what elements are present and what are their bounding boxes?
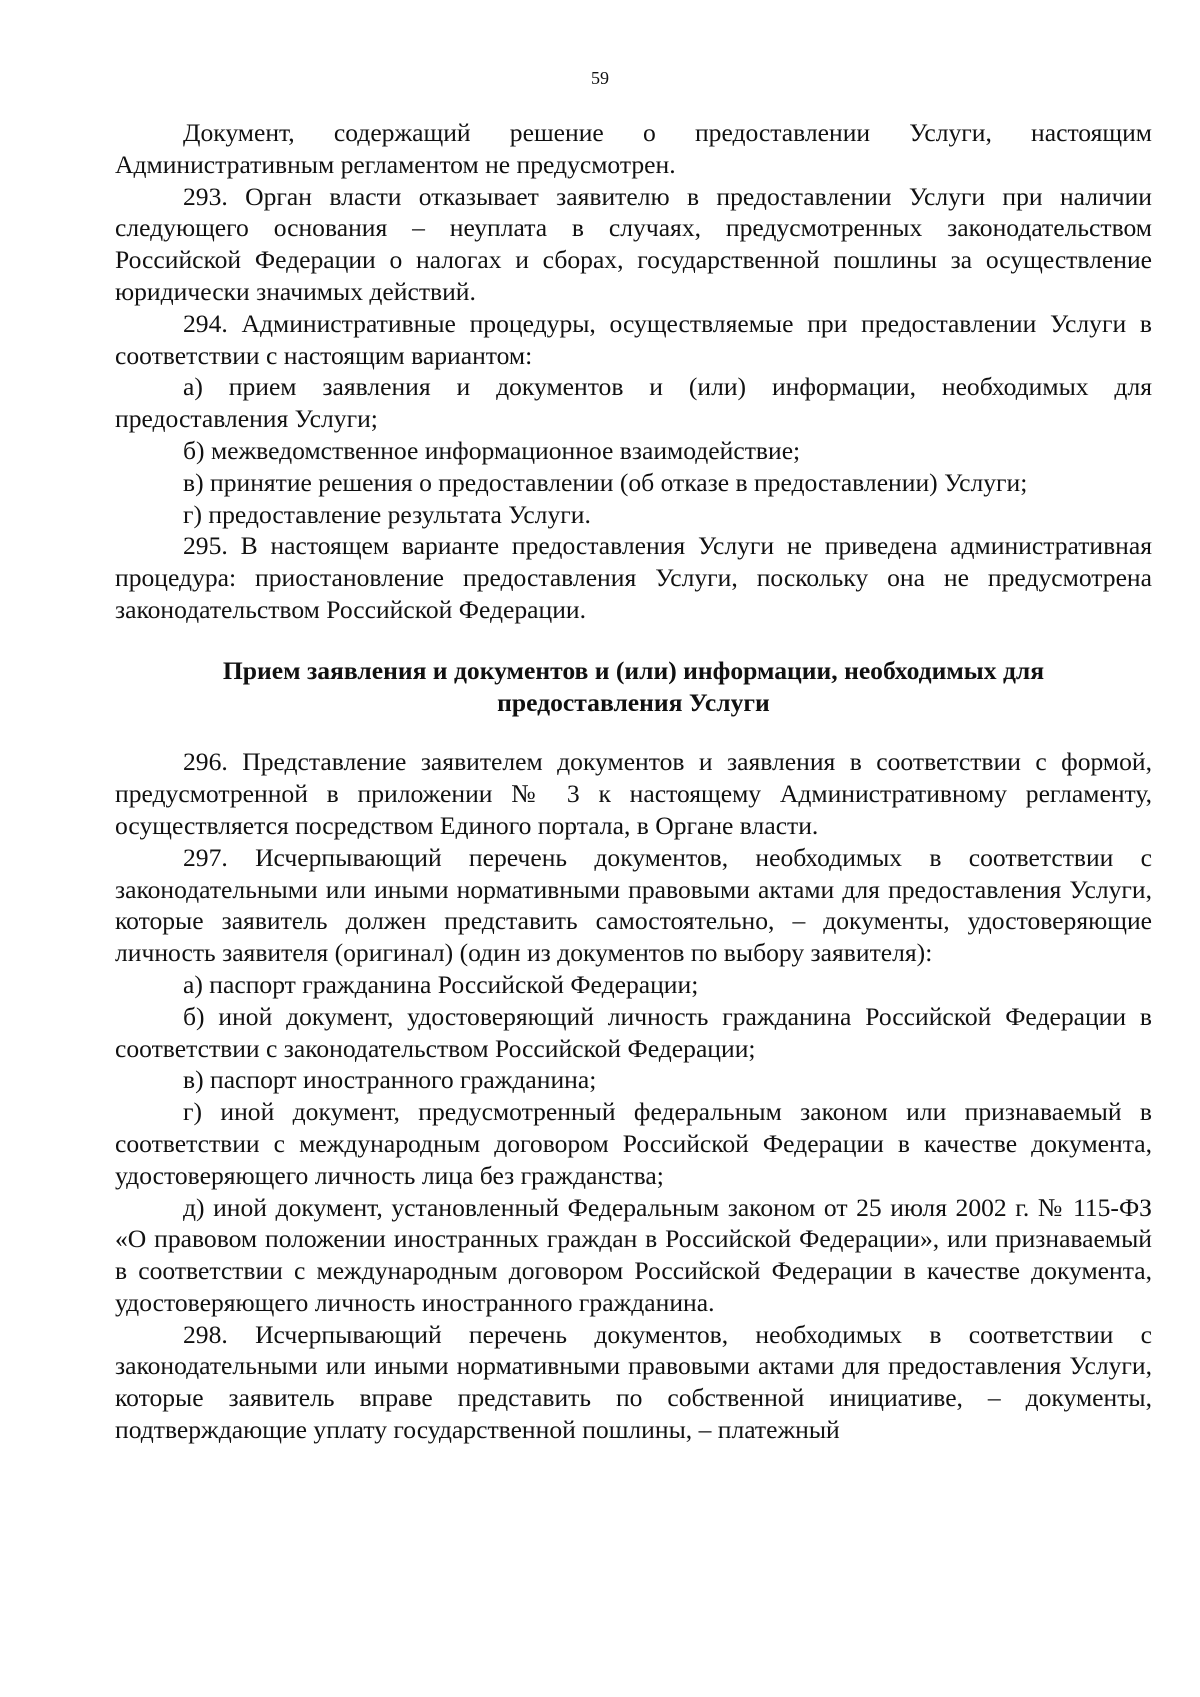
list-item: г) иной документ, предусмотренный федеральным законом или признаваемый в соответствии с международным договором Российской Федерации в качестве документа, удостоверяющего личность лица без гражданства; <box>115 1097 1152 1190</box>
paragraph: 298. Исчерпывающий перечень документов, необходимых в соответствии с законодательными или иными нормативными правовыми актами для предоставления Услуги, которые заявитель вправе представить по собственной инициативе, – документы, подтверждающие уплату государственной пошлины, – платежный <box>115 1319 1152 1445</box>
list-item: б) иной документ, удостоверяющий личность гражданина Российской Федерации в соответствии с законодательством Российской Федерации; <box>115 1001 1152 1063</box>
paragraph: 295. В настоящем варианте предоставления Услуги не приведена административная процедура: приостановление предоставления Услуги, поскольку она не предусмотрена законодательством Российской Федерации. <box>115 531 1152 624</box>
paragraph: Документ, содержащий решение о предоставлении Услуги, настоящим Административным регламентом не предусмотрен. <box>115 118 1152 179</box>
paragraph: 294. Административные процедуры, осуществляемые при предоставлении Услуги в соответствии с настоящим вариантом: <box>115 308 1152 370</box>
list-item: г) предоставление результата Услуги. <box>183 499 591 529</box>
paragraph: 296. Представление заявителем документов и заявления в соответствии с формой, предусмотренной в приложении № 3 к настоящему Административному регламенту, осуществляется посредством Единого портала, в Органе власти. <box>115 747 1152 840</box>
paragraph: 293. Орган власти отказывает заявителю в предоставлении Услуги при наличии следующего основания – неуплата в случаях, предусмотренных законодательством Российской Федерации о налогах и сборах, государственной пошлины за осуществление юридически значимых действий. <box>115 181 1152 306</box>
page-number: 59 <box>591 68 609 88</box>
document-body <box>115 117 1152 1446</box>
list-item: в) принятие решения о предоставлении (об отказе в предоставлении) Услуги; <box>183 467 1028 497</box>
list-item: д) иной документ, установленный Федеральным законом от 25 июля 2002 г. № 115-ФЗ «О правовом положении иностранных граждан в Российской Федерации», или признаваемый в соответствии с международным договором Российской Федерации в качестве документа, удостоверяющего личность иностранного гражданина. <box>115 1192 1152 1317</box>
list-item: а) паспорт гражданина Российской Федерации; <box>183 969 699 999</box>
list-item: б) межведомственное информационное взаимодействие; <box>183 435 801 465</box>
list-item: а) прием заявления и документов и (или) информации, необходимых для предоставления Услуги; <box>115 372 1152 434</box>
section-heading: Прием заявления и документов и (или) информации, необходимых для предоставления Услуги <box>222 655 1045 717</box>
paragraph: 297. Исчерпывающий перечень документов, необходимых в соответствии с законодательными или иными нормативными правовыми актами для предоставления Услуги, которые заявитель должен представить самостоятельно, – документы, удостоверяющие личность заявителя (оригинал) (один из документов по выбору заявителя): <box>115 842 1152 968</box>
list-item: в) паспорт иностранного гражданина; <box>183 1065 597 1095</box>
